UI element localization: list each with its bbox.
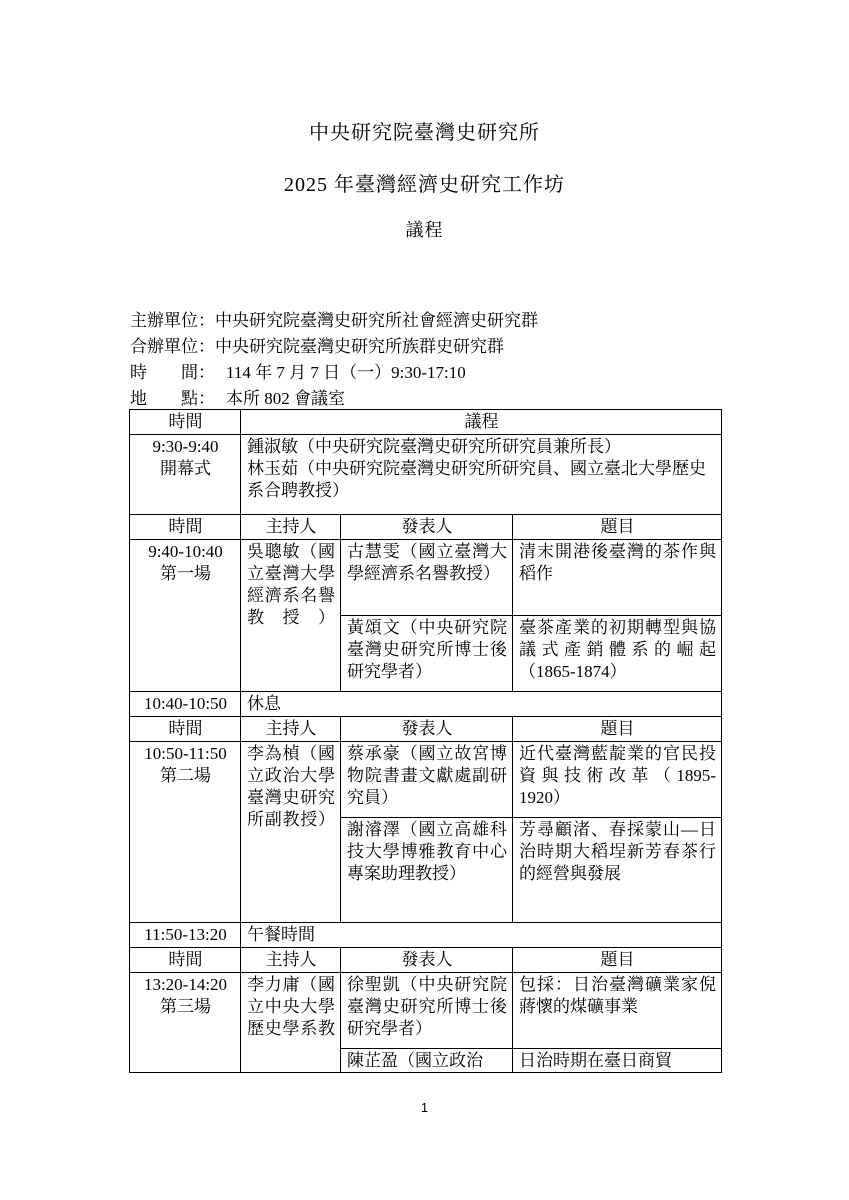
session1-time-cell [130,540,241,692]
opening-speaker-2: 林玉茹（中央研究院臺灣史研究所研究員、國立臺北大學歷史系合聘教授） [247,459,706,500]
agenda-table [129,409,722,1073]
col-topic: 題目 [513,717,722,742]
col-host: 主持人 [241,515,341,540]
col-time: 時間 [130,717,241,742]
col-time: 時間 [130,515,241,540]
place-line [130,388,345,409]
col-host: 主持人 [241,717,341,742]
session3-host: 李力庸（國立中央大學歷史學系教 [241,973,341,1073]
place-label: 地 點： [130,389,215,408]
time-value: 114 年 7 月 7 日（一）9:30-17:10 [226,363,466,382]
opening-speaker-1: 鍾淑敏（中央研究院臺灣史研究所研究員兼所長） [247,437,621,456]
organizer-line [130,310,538,331]
session2-name: 第二場 [160,766,211,785]
session3-row-1 [130,973,722,1049]
event-title: 2025 年臺灣經濟史研究工作坊 [284,174,565,196]
institute-title: 中央研究院臺灣史研究所 [309,122,540,144]
break1-time: 10:40-10:50 [130,692,241,717]
opening-time: 9:30-9:40 [152,437,219,456]
session1-presenter-2: 黃頌文（中央研究院臺灣史研究所博士後研究學者） [341,616,513,692]
session3-topic-2: 日治時期在臺日商貿 [513,1049,722,1073]
session1-presenter-1: 古慧雯（國立臺灣大學經濟系名譽教授） [341,540,513,616]
break2-time: 11:50-13:20 [130,923,241,948]
session3-time-cell [130,973,241,1073]
col-presenter: 發表人 [341,515,513,540]
session1-row-1 [130,540,722,616]
session3-name: 第三場 [160,997,211,1016]
coorganizer-value: 中央研究院臺灣史研究所族群史研究群 [215,337,504,356]
opening-speakers-cell [241,435,722,515]
session2-time: 10:50-11:50 [144,744,227,763]
session2-time-cell [130,742,241,923]
time-label: 時 間： [130,363,215,382]
organizer-value: 中央研究院臺灣史研究所社會經濟史研究群 [215,311,538,330]
column-header-row-2 [130,717,722,742]
session2-host: 李為楨（國立政治大學臺灣史研究所副教授） [241,742,341,923]
organizer-label: 主辦單位： [130,311,215,330]
session2-topic-1: 近代臺灣藍靛業的官民投資與技術改革（1895-1920） [513,742,722,818]
opening-time-cell [130,435,241,515]
break2-label: 午餐時間 [241,923,722,948]
session1-topic-2: 臺茶產業的初期轉型與協議式產銷體系的崛起（1865-1874） [513,616,722,692]
time-line [130,362,466,383]
session3-presenter-1: 徐聖凱（中央研究院臺灣史研究所博士後研究學者） [341,973,513,1049]
col-time: 時間 [130,948,241,973]
col-presenter: 發表人 [341,948,513,973]
col-topic: 題目 [513,515,722,540]
break1-row [130,692,722,717]
session1-topic-1: 清末開港後臺灣的茶作與稻作 [513,540,722,616]
session1-host: 吳聰敏（國立臺灣大學經濟系名譽教授） [241,540,341,692]
col-presenter: 發表人 [341,717,513,742]
col-host: 主持人 [241,948,341,973]
header-agenda: 議程 [241,410,722,435]
session1-time: 9:40-10:40 [148,542,223,561]
session2-topic-2: 芳尋顧渚、春採蒙山—日治時期大稻埕新芳春茶行的經營與發展 [513,818,722,923]
opening-row [130,435,722,515]
session2-presenter-1: 蔡承豪（國立故宮博物院書畫文獻處副研究員） [341,742,513,818]
session1-name: 第一場 [160,564,211,583]
session3-time: 13:20-14:20 [143,975,228,994]
session2-row-1 [130,742,722,818]
break2-row [130,923,722,948]
coorganizer-label: 合辦單位： [130,337,215,356]
place-value: 本所 802 會議室 [226,389,345,408]
table-header-row [130,410,722,435]
header-time: 時間 [130,410,241,435]
document-title: 議程 [405,220,444,240]
coorganizer-line [130,336,504,357]
break1-label: 休息 [241,692,722,717]
session3-topic-1: 包採：日治臺灣礦業家倪蔣懷的煤礦事業 [513,973,722,1049]
col-topic: 題目 [513,948,722,973]
session2-presenter-2: 謝濬澤（國立高雄科技大學博雅教育中心專案助理教授） [341,818,513,923]
page-number: 1 [420,1100,429,1115]
session3-presenter-2: 陳芷盈（國立政治 [341,1049,513,1073]
column-header-row-1 [130,515,722,540]
column-header-row-3 [130,948,722,973]
opening-name: 開幕式 [160,459,211,478]
